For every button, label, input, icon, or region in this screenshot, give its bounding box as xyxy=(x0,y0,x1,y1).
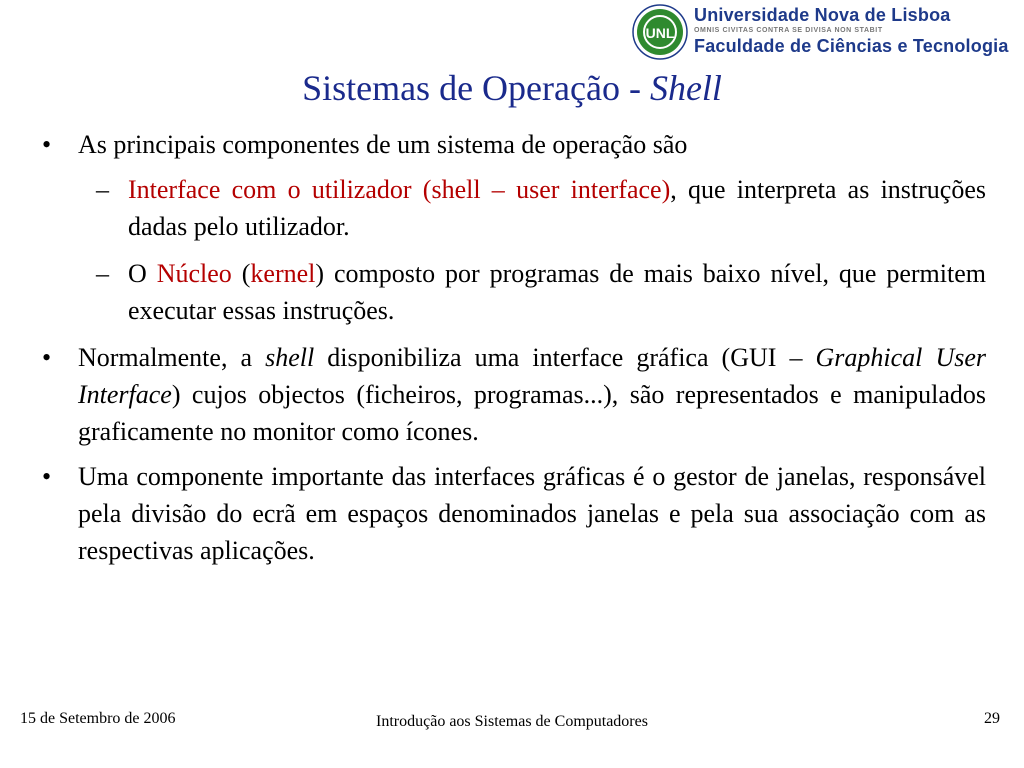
university-name: Universidade Nova de Lisboa xyxy=(694,5,951,25)
bullet-text: Normalmente, a xyxy=(78,343,266,372)
sub-bullet-item xyxy=(40,171,986,245)
sub-bullet-text: ( xyxy=(231,259,251,288)
sub-bullet-item xyxy=(40,255,986,329)
bullet-marker: • xyxy=(42,343,52,372)
bullet-item xyxy=(40,458,986,569)
italic-text: shell xyxy=(265,343,315,372)
bullet-text: As principais componentes de um sistema de operação são xyxy=(78,130,688,159)
faculty-name: Faculdade de Ciências e Tecnologia xyxy=(694,36,1009,56)
bullet-text: Uma componente importante das interfaces gráficas é o gestor de janelas, responsável pela divisão do ecrã em espaços denominados janelas e pela sua associação com as respectivas aplicações. xyxy=(78,462,986,565)
footer-course-title: Introdução aos Sistemas de Computadores xyxy=(376,713,648,730)
slide-title-main: Sistemas de Operação - xyxy=(302,68,650,108)
sub-bullet-text: , que interpreta as instruções dadas pelo utilizador. xyxy=(128,175,986,241)
footer-date: 15 de Setembro de 2006 xyxy=(20,710,176,727)
highlight-text: Núcleo xyxy=(156,259,232,288)
university-seal-icon xyxy=(632,4,688,60)
bullet-item xyxy=(40,126,986,163)
slide-content xyxy=(40,126,986,577)
slide-title xyxy=(0,66,1024,110)
bullet-marker: • xyxy=(42,130,52,159)
dash-marker: – xyxy=(96,259,109,288)
slide-title-italic: Shell xyxy=(649,68,722,108)
university-logo xyxy=(632,4,1020,62)
university-motto: OMNIS CIVITAS CONTRA SE DIVISA NON STABIT xyxy=(694,27,883,34)
page-number: 29 xyxy=(984,710,1000,727)
sub-bullet-text: O xyxy=(128,259,157,288)
highlight-text: Interface com o utilizador (shell – user interface) xyxy=(128,175,671,204)
dash-marker: – xyxy=(96,175,109,204)
seal-text: UNL xyxy=(645,25,675,41)
highlight-text: kernel xyxy=(250,259,316,288)
bullet-text: disponibiliza uma interface gráfica (GUI – xyxy=(314,343,816,372)
bullet-item xyxy=(40,339,986,450)
bullet-marker: • xyxy=(42,462,52,491)
italic-text: Graphical User Interface xyxy=(78,343,986,409)
sub-bullet-text: ) composto por programas de mais baixo nível, que permitem executar essas instruções. xyxy=(128,259,986,325)
bullet-text: ) cujos objectos (ficheiros, programas...), são representados e manipulados graficamente no monitor como ícones. xyxy=(78,380,986,446)
